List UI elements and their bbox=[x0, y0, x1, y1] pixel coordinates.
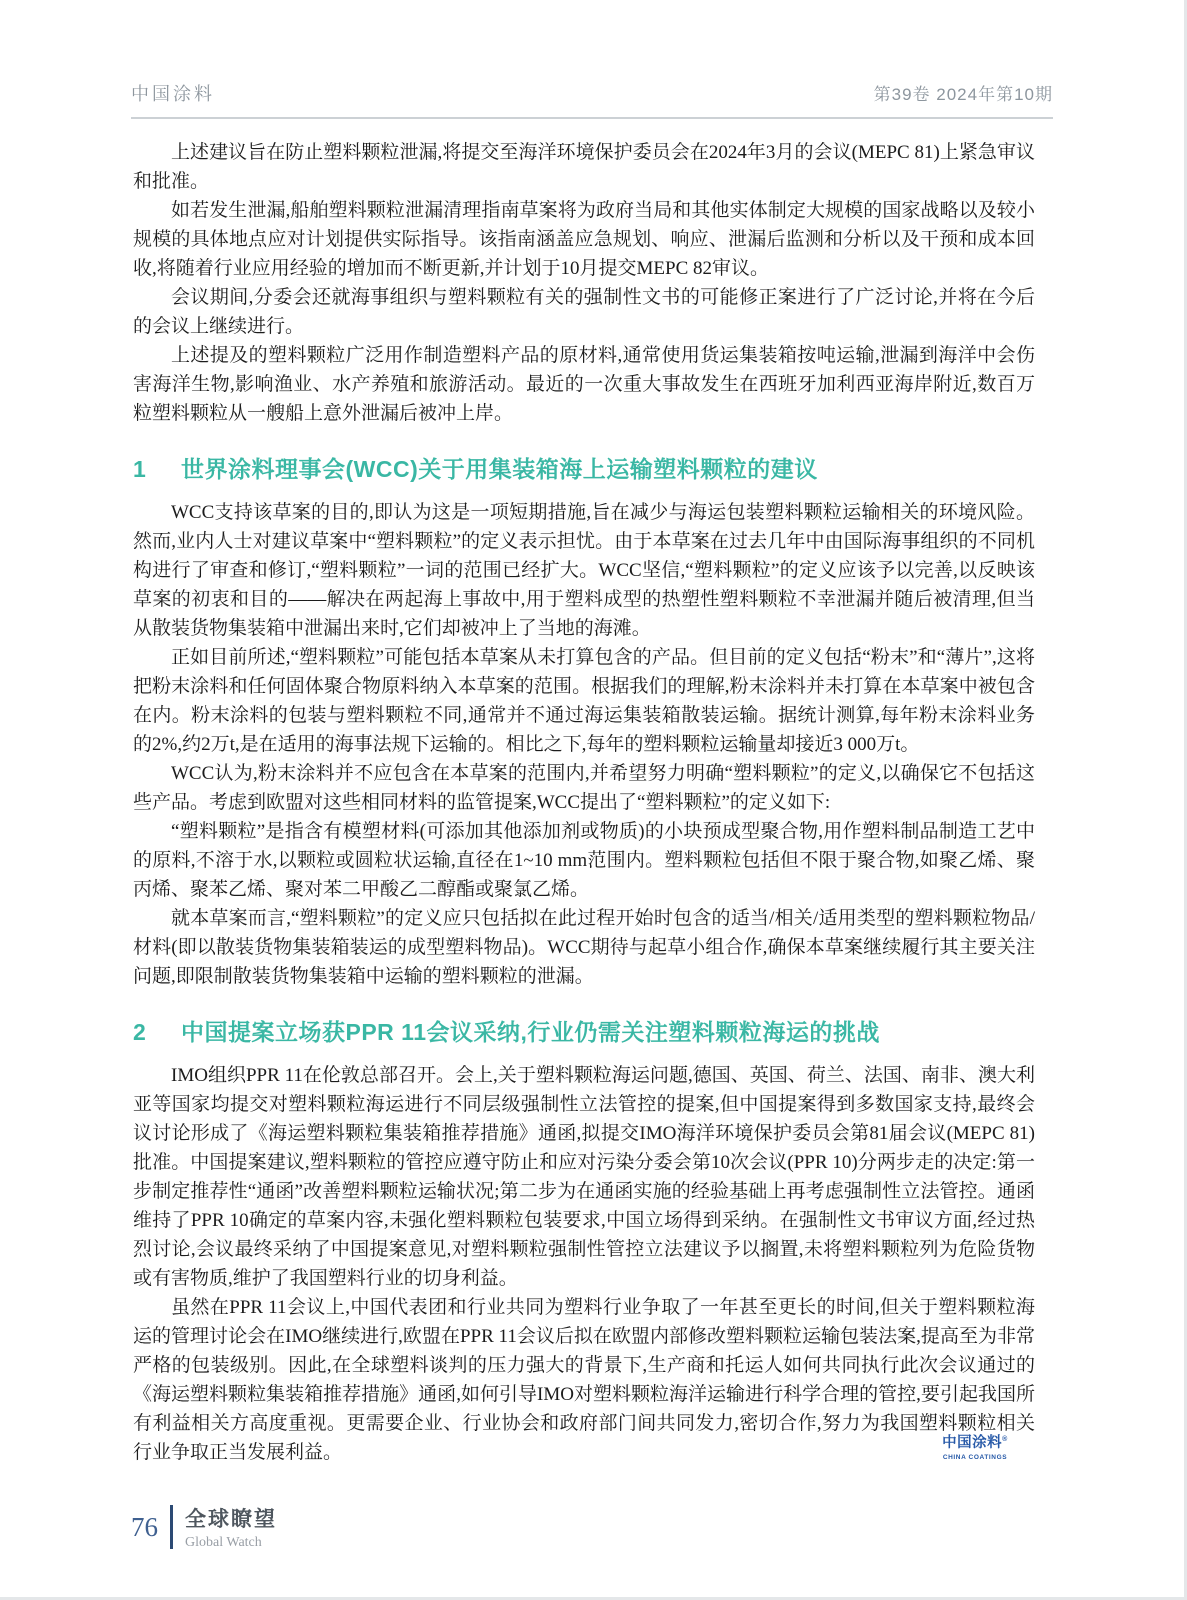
logo-english-wordmark: CHINA COATINGS bbox=[942, 1453, 1008, 1461]
section-1-paragraph: WCC支持该草案的目的,即认为这是一项短期措施,旨在减少与海运包装塑料颗粒运输相关的环境风险。然而,业内人士对建议草案中“塑料颗粒”的定义表示担忧。由于本草案在过去几年中由国际海事组织的不同机构进行了审查和修订,“塑料颗粒”一词的范围已经扩大。WCC坚信,“塑料颗粒”的定义应该予以完善,以反映该草案的初衷和目的——解决在两起海上事故中,用于塑料成型的热塑性塑料颗粒不幸泄漏并随后被清理,但当从散装货物集装箱中泄漏出来时,它们却被冲上了当地的海滩。 bbox=[133, 502, 1035, 639]
section-1-title: 世界涂料理事会(WCC)关于用集装箱海上运输塑料颗粒的建议 bbox=[181, 456, 818, 482]
page-header bbox=[131, 80, 1053, 119]
registered-mark-icon: ® bbox=[1002, 1436, 1008, 1443]
intro-paragraph: 上述建议旨在防止塑料颗粒泄漏,将提交至海洋环境保护委员会在2024年3月的会议(MEPC 81)上紧急审议和批准。 bbox=[133, 142, 1035, 192]
issue-info: 第39卷 2024年第10期 bbox=[873, 85, 1053, 104]
footer-section-english: Global Watch bbox=[185, 1535, 262, 1550]
section-1-paragraph: 就本草案而言,“塑料颗粒”的定义应只包括拟在此过程开始时包含的适当/相关/适用类型的塑料颗粒物品/材料(即以散装货物集装箱装运的成型塑料物品)。WCC期待与起草小组合作,确保本草案继续履行其主要关注问题,即限制散装货物集装箱中运输的塑料颗粒的泄漏。 bbox=[133, 908, 1035, 987]
logo-chinese-wordmark: 中国涂料® bbox=[942, 1435, 1008, 1451]
page-number: 76 bbox=[131, 1511, 158, 1542]
section-1-paragraph: “塑料颗粒”是指含有模塑材料(可添加其他添加剂或物质)的小块预成型聚合物,用作塑料制品制造工艺中的原料,不溶于水,以颗粒或圆粒状运输,直径在1~10 mm范围内。塑料颗粒包括但不限于聚合物,如聚乙烯、聚丙烯、聚苯乙烯、聚对苯二甲酸乙二醇酯或聚氯乙烯。 bbox=[133, 821, 1035, 900]
intro-paragraph: 会议期间,分委会还就海事组织与塑料颗粒有关的强制性文书的可能修正案进行了广泛讨论,并将在今后的会议上继续进行。 bbox=[133, 287, 1035, 337]
intro-paragraph: 上述提及的塑料颗粒广泛用作制造塑料产品的原材料,通常使用货运集装箱按吨运输,泄漏到海洋中会伤害海洋生物,影响渔业、水产养殖和旅游活动。最近的一次重大事故发生在西班牙加利西亚海岸附近,数百万粒塑料颗粒从一艘船上意外泄漏后被冲上岸。 bbox=[133, 345, 1035, 424]
section-1-paragraph: WCC认为,粉末涂料并不应包含在本草案的范围内,并希望努力明确“塑料颗粒”的定义,以确保它不包括这些产品。考虑到欧盟对这些相同材料的监管提案,WCC提出了“塑料颗粒”的定义如下: bbox=[133, 763, 1035, 813]
section-2-paragraph: IMO组织PPR 11在伦敦总部召开。会上,关于塑料颗粒海运问题,德国、英国、荷兰、法国、南非、澳大利亚等国家均提交对塑料颗粒海运进行不同层级强制性立法管控的提案,但中国提案得到多数国家支持,最终会议讨论形成了《海运塑料颗粒集装箱推荐措施》通函,拟提交IMO海洋环境保护委员会第81届会议(MEPC 81)批准。中国提案建议,塑料颗粒的管控应遵守防止和应对污染分委会第10次会议(PPR 10)分两步走的决定:第一步制定推荐性“通函”改善塑料颗粒运输状况;第二步为在通函实施的经验基础上再考虑强制性立法管控。通函维持了PPR 10确定的草案内容,未强化塑料颗粒包装要求,中国立场得到采纳。在强制性文书审议方面,经过热烈讨论,会议最终采纳了中国提案意见,对塑料颗粒强制性管控立法建议予以搁置,未将塑料颗粒列为危险货物或有害物质,维护了我国塑料行业的切身利益。 bbox=[133, 1065, 1035, 1289]
section-2-heading bbox=[133, 1016, 1035, 1048]
intro-paragraph: 如若发生泄漏,船舶塑料颗粒泄漏清理指南草案将为政府当局和其他实体制定大规模的国家战略以及较小规模的具体地点应对计划提供实际指导。该指南涵盖应急规划、响应、泄漏后监测和分析以及干预和成本回收,将随着行业应用经验的增加而不断更新,并计划于10月提交MEPC 82审议。 bbox=[133, 200, 1035, 279]
journal-name: 中国涂料 bbox=[131, 84, 215, 104]
page-footer bbox=[131, 1503, 277, 1551]
section-1-number: 1 bbox=[133, 456, 147, 482]
section-1-paragraph: 正如目前所述,“塑料颗粒”可能包括本草案从未打算包含的产品。但目前的定义包括“粉末”和“薄片”,这将把粉末涂料和任何固体聚合物原料纳入本草案的范围。根据我们的理解,粉末涂料并未打算在本草案中被包含在内。粉末涂料的包装与塑料颗粒不同,通常并不通过海运集装箱散装运输。据统计测算,每年粉末涂料业务的2%,约2万t,是在适用的海事法规下运输的。相比之下,每年的塑料颗粒运输量却接近3 000万t。 bbox=[133, 647, 1035, 755]
footer-divider-bar bbox=[170, 1505, 173, 1549]
footer-section-label bbox=[185, 1503, 277, 1551]
section-1-heading bbox=[133, 453, 1035, 485]
china-coatings-logo bbox=[942, 1436, 1008, 1461]
article-body bbox=[133, 138, 1035, 1467]
section-2-paragraph: 虽然在PPR 11会议上,中国代表团和行业共同为塑料行业争取了一年甚至更长的时间,但关于塑料颗粒海运的管理讨论会在IMO继续进行,欧盟在PPR 11会议后拟在欧盟内部修改塑料颗粒运输包装法案,提高至为非常严格的包装级别。因此,在全球塑料谈判的压力强大的背景下,生产商和托运人如何共同执行此次会议通过的《海运塑料颗粒集装箱推荐措施》通函,如何引导IMO对塑料颗粒海洋运输进行科学合理的管控,要引起我国所有利益相关方高度重视。更需要企业、行业协会和政府部门间共同发力,密切合作,努力为我国塑料颗粒相关行业争取正当发展利益。 bbox=[133, 1297, 1035, 1463]
footer-section-chinese: 全球瞭望 bbox=[185, 1508, 277, 1531]
section-2-title: 中国提案立场获PPR 11会议采纳,行业仍需关注塑料颗粒海运的挑战 bbox=[181, 1019, 880, 1045]
section-2-number: 2 bbox=[133, 1019, 147, 1045]
